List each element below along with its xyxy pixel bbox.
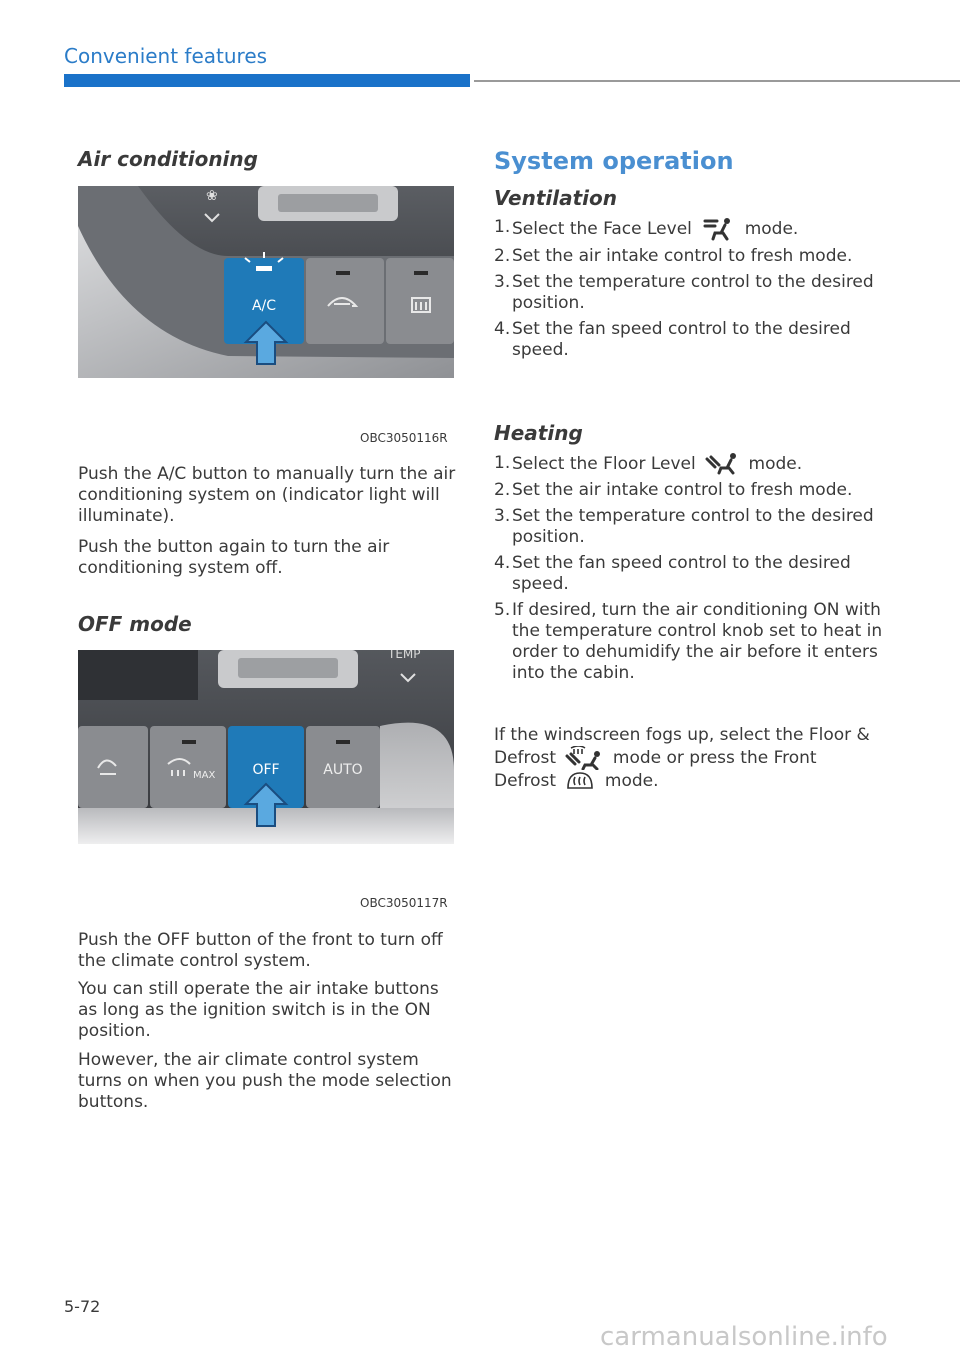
- face-level-icon: [701, 217, 735, 241]
- ventilation-heading: Ventilation: [494, 186, 617, 210]
- off-button-label: OFF: [252, 762, 280, 778]
- off-mode-heading: OFF mode: [78, 612, 192, 636]
- ventilation-step-2: 2. Set the air intake control to fresh mode.: [494, 246, 853, 266]
- figure-code-1: OBC3050116R: [360, 431, 448, 445]
- heating-step-2: 2. Set the air intake control to fresh mode.: [494, 480, 853, 500]
- heating-step-1: 1. Select the Floor Level mode.: [494, 453, 803, 474]
- heating-heading: Heating: [494, 421, 583, 445]
- ac-paragraph-1: Push the A/C button to manually turn the air conditioning system on (indicator light will illuminate).: [78, 464, 456, 526]
- ventilation-step-3: 3. Set the temperature control to the desired position.: [494, 272, 874, 313]
- floor-defrost-icon: [565, 746, 603, 770]
- max-label: MAX: [193, 770, 216, 781]
- header-accent-bar: [64, 74, 470, 87]
- ac-button-figure: [78, 186, 454, 378]
- header-rule: [474, 80, 960, 82]
- ventilation-step-1: 1. Select the Face Level mode.: [494, 217, 799, 239]
- watermark: carmanualsonline.info: [600, 1322, 888, 1352]
- ventilation-step-4: 4. Set the fan speed control to the desired speed.: [494, 319, 851, 360]
- figure-code-2: OBC3050117R: [360, 896, 448, 910]
- off-paragraph-2: You can still operate the air intake buttons as long as the ignition switch is in the ON position.: [78, 979, 439, 1041]
- svg-text:❀: ❀: [206, 188, 218, 204]
- heating-step-3: 3. Set the temperature control to the desired position.: [494, 506, 874, 547]
- system-operation-heading: System operation: [494, 147, 734, 175]
- heating-steps: [494, 453, 884, 689]
- page-number: 5-72: [64, 1297, 101, 1316]
- section-header-title: Convenient features: [64, 44, 268, 68]
- off-button-figure: [78, 650, 454, 844]
- ac-button-label: A/C: [251, 298, 277, 314]
- heating-step-5: 5. If desired, turn the air conditioning ON with the temperature control knob set to heat in order to dehumidify the air before it enters into the cabin.: [494, 600, 883, 683]
- auto-button-label: AUTO: [323, 762, 363, 778]
- air-conditioning-heading: Air conditioning: [78, 147, 258, 171]
- off-paragraph-1: Push the OFF button of the front to turn off the climate control system.: [78, 930, 443, 971]
- temp-label: TEMP: [388, 650, 421, 661]
- ac-paragraph-2: Push the button again to turn the air conditioning system off.: [78, 537, 390, 578]
- off-paragraph-3: However, the air climate control system turns on when you push the mode selection buttons.: [78, 1050, 452, 1112]
- ventilation-steps: [494, 217, 884, 366]
- floor-level-icon: [705, 453, 739, 475]
- defrost-note: If the windscreen fogs up, select the Floor & Defrost mode or press the Front Defrost mode.: [494, 725, 870, 791]
- front-defrost-icon: [565, 770, 595, 792]
- heating-step-4: 4. Set the fan speed control to the desired speed.: [494, 553, 851, 594]
